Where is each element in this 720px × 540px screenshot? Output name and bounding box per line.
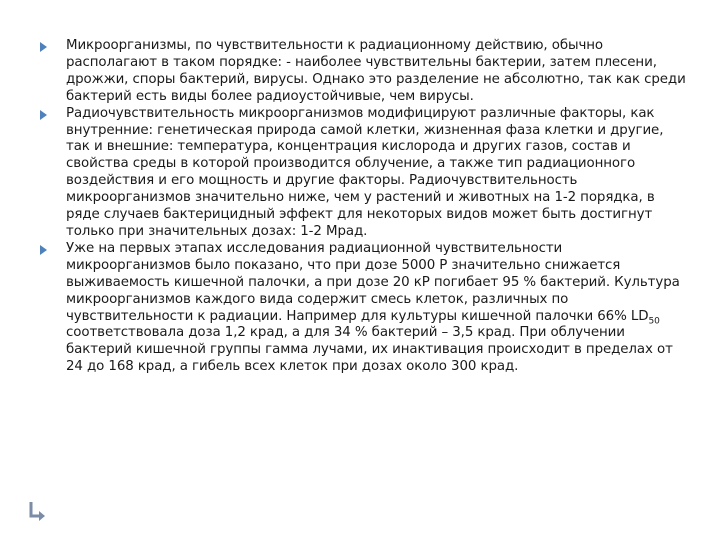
bullet-text: Радиочувствительность микроорганизмов модифицируют различные факторы, как внутренние: генетическая природа самой клетки, жизненная фаза клетки и другие, так и внешние: температура, концентрация кислорода и других газов, состав и свойства среды в которой производится облучение, а также тип радиационного воздействия и его мощность и другие факторы. Радиочувствительность микроорганизмов значительно ниже, чем у растений и животных на 1-2 порядка, в ряде случаев бактерицидный эффект для некоторых видов может быть достигнут только при значительных дозах: 1-2 Мрад. [66, 105, 664, 239]
return-arrow-icon[interactable] [28, 500, 46, 522]
triangle-bullet-icon [40, 42, 47, 52]
bullet-text: Микроорганизмы, по чувствительности к радиационному действию, обычно располагают в таком порядке: - наиболее чувствительны бактерии, затем плесени, дрожжи, споры бактерий, вирусы. Однако это разделение не абсолютно, так как среди бактерий есть виды более радиоустойчивые, чем вирусы. [66, 38, 686, 104]
bullet-item-sensitivity-order [40, 38, 690, 106]
bullet-list [40, 38, 690, 376]
bullet-item-dose-studies [40, 241, 690, 376]
triangle-bullet-icon [40, 110, 47, 120]
bullet-text-part1: Уже на первых этапах исследования радиационной чувствительности микроорганизмов было показано, что при дозе 5000 Р значительно снижается выживаемость кишечной палочки, а при дозе 20 кР погибает 95 % бактерий. Культура микроорганизмов каждого вида содержит смесь клеток, различных по чувствительности к радиации. Например для культуры кишечной палочки 66% LD [66, 240, 680, 324]
triangle-bullet-icon [40, 245, 47, 255]
bullet-text [66, 241, 680, 374]
bullet-text-part2: соответствовала доза 1,2 крад, а для 34 % бактерий – 3,5 крад. При облучении бактерий кишечной группы гамма лучами, их инактивация происходит в пределах от 24 до 168 крад, а гибель всех клеток при дозах около 300 крад. [66, 325, 673, 375]
bullet-item-modifying-factors [40, 106, 690, 241]
ld-subscript: 50 [648, 316, 660, 327]
